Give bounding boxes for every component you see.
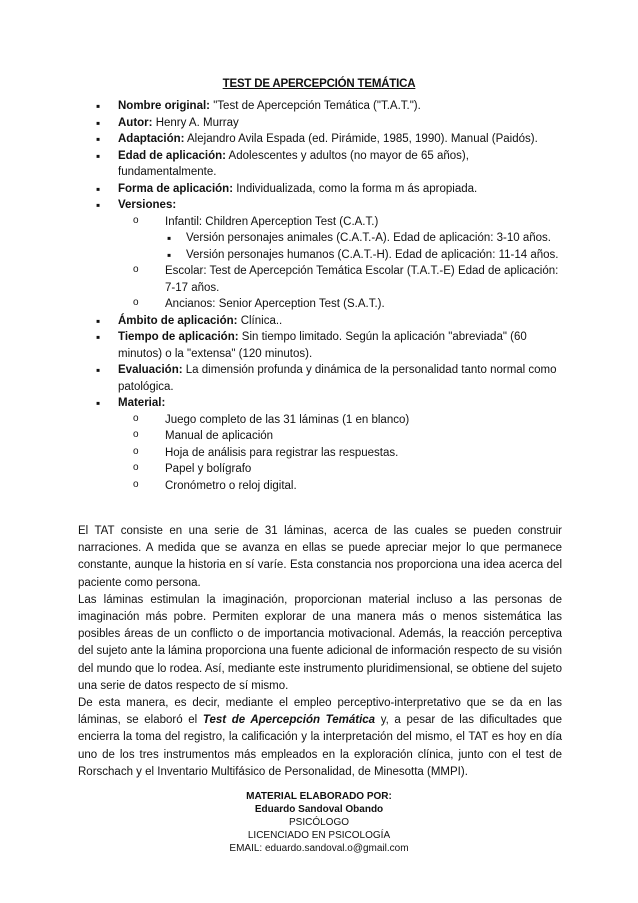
label-material: Material: (118, 397, 166, 409)
paragraph-3-emphasis: Test de Apercepción Temática (202, 714, 376, 727)
label-tiempo: Tiempo de aplicación: (118, 331, 239, 343)
value-adaptacion: Alejandro Avila Espada (ed. Pirámide, 1985, 1990). Manual (Paidós). (184, 133, 538, 145)
version-humanos: ▪ Versión personajes humanos (C.A.T.-H). Edad de aplicación: 11-14 años. (167, 247, 566, 264)
label-forma: Forma de aplicación: (118, 182, 234, 195)
paragraph-3-after: y, a pesar de las dificultades que encierra la toma del registro, la calificación y la interpretación del mismo, el TAT es hoy en día uno de los tres instrumentos más empleados en la exploración clínica, junto con el test de Rorschach y el Inventario Multifásico de Personalidad, de Minesotta (MMPI). (78, 714, 562, 778)
label-nombre: Nombre original: (118, 100, 211, 112)
test-info-list (96, 98, 566, 494)
value-nombre: "Test de Apercepción Temática ("T.A.T."). (210, 100, 421, 112)
footer-email: EMAIL: eduardo.sandoval.o@gmail.com (229, 843, 409, 854)
label-edad: Edad de aplicación: (118, 149, 226, 162)
footer-line-3: PSICÓLOGO (288, 817, 349, 828)
footer-credits (0, 790, 638, 855)
footer-line-4: LICENCIADO EN PSICOLOGÍA (247, 830, 391, 841)
material-papel: o Papel y bolígrafo (133, 461, 566, 478)
version-infantil (133, 214, 566, 264)
value-autor: Henry A. Murray (152, 116, 239, 129)
paragraph-1: El TAT consiste en una serie de 31 láminas, acerca de las cuales se pueden construir narraciones. A medida que se avanza en ellas se puede apreciar mejor lo que permanece constante, aunque la historia en sí varíe. Esta constancia nos proporciona una idea acerca del paciente como persona. (78, 525, 562, 589)
label-adaptacion: Adaptación: (118, 133, 185, 145)
value-forma: Individualizada, como la forma m ás apropiada. (233, 182, 478, 195)
material-cronometro: o Cronómetro o reloj digital. (133, 478, 566, 495)
document-title: TEST DE APERCEPCIÓN TEMÁTICA (222, 78, 416, 90)
list-item-nombre (96, 98, 566, 115)
version-escolar: o Escolar: Test de Apercepción Temática Escolar (T.A.T.-E) Edad de aplicación: 7-17 años. (133, 263, 566, 296)
list-item-adaptacion (96, 131, 566, 148)
version-ancianos: o Ancianos: Senior Aperception Test (S.A.T.). (133, 296, 566, 313)
value-ambito: Clínica.. (237, 314, 283, 327)
value-evaluacion: La dimensión profunda y dinámica de la personalidad tanto normal como patológica. (118, 364, 557, 393)
material-hoja: o Hoja de análisis para registrar las respuestas. (133, 445, 566, 462)
version-animales: ▪ Versión personajes animales (C.A.T.-A). Edad de aplicación: 3-10 años. (167, 230, 566, 247)
version-infantil-text: Infantil: Children Aperception Test (C.A.T.) (165, 215, 379, 228)
list-item-autor (96, 115, 566, 132)
list-item-tiempo (96, 329, 566, 362)
label-versiones: Versiones: (118, 199, 177, 211)
infantil-sublist (165, 230, 566, 263)
versiones-list (118, 214, 566, 313)
label-ambito: Ámbito de aplicación: (118, 314, 238, 327)
material-juego: o Juego completo de las 31 láminas (1 en blanco) (133, 412, 566, 429)
label-evaluacion: Evaluación: (118, 364, 183, 376)
footer-author: Eduardo Sandoval Obando (254, 804, 384, 815)
list-item-ambito (96, 313, 566, 330)
label-autor: Autor: (118, 116, 153, 129)
material-manual: o Manual de aplicación (133, 428, 566, 445)
footer-line-1: MATERIAL ELABORADO POR: (246, 791, 392, 802)
paragraph-3 (78, 695, 562, 781)
list-item-evaluacion (96, 362, 566, 395)
paragraph-2: Las láminas estimulan la imaginación, proporcionan material incluso a las personas de imaginación más pobre. Permiten explorar de una manera más o menos sistemática las posibles áreas de un conflicto o de importancia motivacional. Además, la reacción perceptiva del sujeto ante la lámina proporciona una fuente adicional de información respecto de su visión del mundo que lo rodea. Así, mediante este instrumento pluridimensional, se obtiene del sujeto una serie de datos respecto de sí mismo. (78, 593, 562, 692)
paragraph-3-before: De esta manera, es decir, mediante el empleo perceptivo-interpretativo que se da en las láminas, se elaboró el (78, 697, 562, 727)
value-tiempo: Sin tiempo limitado. Según la aplicación "abreviada" (60 minutos) o la "extensa" (120 minutos). (118, 331, 527, 360)
list-item-forma (96, 181, 566, 198)
list-item-edad (96, 148, 566, 181)
material-list (118, 412, 566, 495)
list-item-material (96, 395, 566, 494)
list-item-versiones (96, 197, 566, 313)
body-text (78, 523, 562, 781)
value-edad: Adolescentes y adultos (no mayor de 65 años), fundamentalmente. (118, 149, 469, 178)
